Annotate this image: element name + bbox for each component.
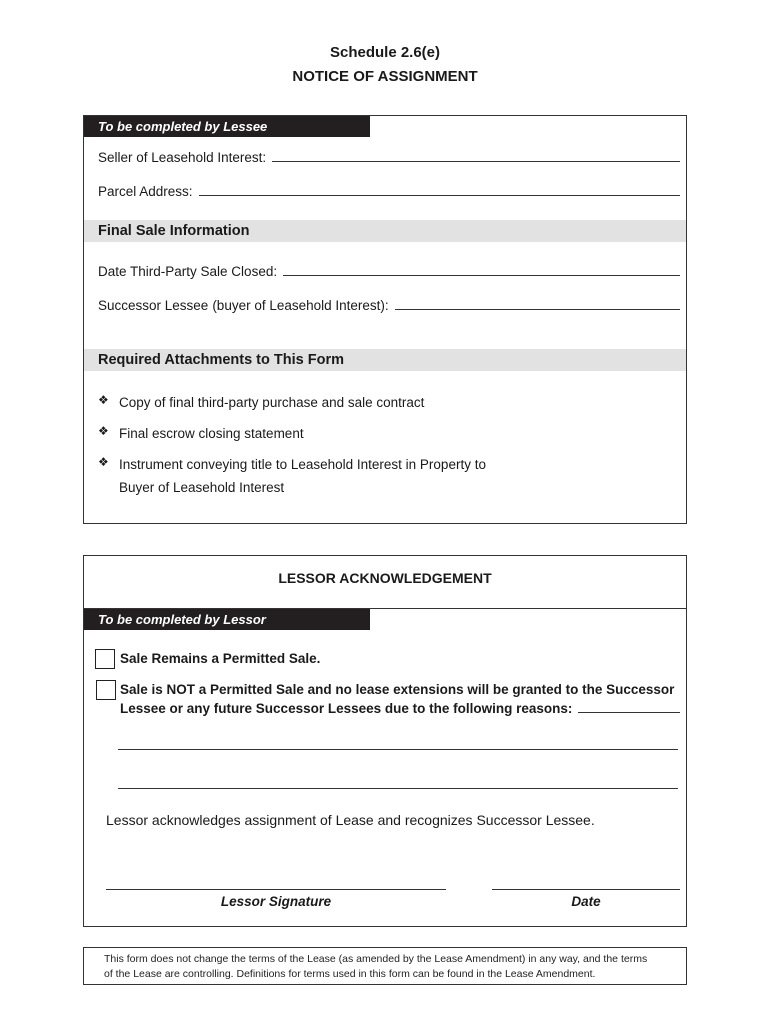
not-permitted-sale-checkbox[interactable]: [96, 680, 116, 700]
seller-label: Seller of Leasehold Interest:: [98, 150, 267, 165]
successor-label-rest: (buyer of Leasehold Interest):: [212, 298, 389, 313]
diamond-bullet-icon: ❖: [98, 424, 109, 438]
parcel-label: Parcel Address:: [98, 184, 193, 199]
footer-line-1: This form does not change the terms of the Lease (as amended by the Lease Amendment) in any way, and the terms: [104, 953, 648, 965]
lessee-section: [83, 115, 687, 524]
sale-date-label: Date Third-Party Sale Closed:: [98, 264, 278, 279]
sale-date-input-line[interactable]: [283, 275, 680, 276]
final-sale-heading: Final Sale Information: [84, 220, 686, 242]
attachments-heading: Required Attachments to This Form: [84, 349, 686, 371]
lessor-heading: LESSOR ACKNOWLEDGEMENT: [278, 570, 492, 586]
permitted-sale-label: Sale Remains a Permitted Sale.: [120, 651, 321, 666]
seller-field: [98, 150, 680, 165]
date-line[interactable]: [492, 889, 680, 890]
reasons-line-2[interactable]: [118, 749, 678, 750]
successor-field: [98, 298, 680, 313]
attachment-item: ❖ Instrument conveying title to Leasehold Interest in Property to: [98, 453, 486, 476]
not-permitted-label-line1: Sale is NOT a Permitted Sale and no lease extensions will be granted to the Successor: [120, 682, 675, 697]
successor-label-bold: Successor Lessee: [98, 298, 209, 313]
reasons-field: [120, 701, 680, 716]
diamond-bullet-icon: ❖: [98, 455, 109, 469]
schedule-number: Schedule 2.6(e): [329, 44, 441, 61]
parcel-input-line[interactable]: [199, 195, 680, 196]
attachment-item: ❖ Final escrow closing statement: [98, 422, 304, 445]
date-label: Date: [571, 894, 601, 909]
acknowledgement-text: Lessor acknowledges assignment of Lease and recognizes Successor Lessee.: [106, 812, 595, 828]
diamond-bullet-icon: ❖: [98, 393, 109, 407]
attachment-item: ❖ Copy of final third-party purchase and sale contract: [98, 391, 424, 414]
lessor-section: [83, 555, 687, 927]
parcel-field: [98, 184, 680, 199]
footer-line-2: of the Lease are controlling. Definitions for terms used in this form can be found in the Lease Amendment.: [104, 968, 596, 980]
page-title: NOTICE OF ASSIGNMENT: [292, 68, 478, 85]
successor-input-line[interactable]: [395, 309, 680, 310]
lessor-tag: To be completed by Lessor: [84, 609, 370, 630]
reasons-line-3[interactable]: [118, 788, 678, 789]
permitted-sale-checkbox[interactable]: [95, 649, 115, 669]
seller-input-line[interactable]: [272, 161, 680, 162]
signature-line[interactable]: [106, 889, 446, 890]
lessee-tag: To be completed by Lessee: [84, 116, 370, 137]
attachment-item-continuation: Buyer of Leasehold Interest: [119, 480, 285, 495]
signature-label: Lessor Signature: [220, 894, 332, 909]
footer-note: [83, 947, 687, 985]
sale-date-field: [98, 264, 680, 279]
not-permitted-label-line2: Lessee or any future Successor Lessees due to the following reasons:: [120, 701, 573, 716]
reasons-input-line[interactable]: [578, 712, 680, 713]
